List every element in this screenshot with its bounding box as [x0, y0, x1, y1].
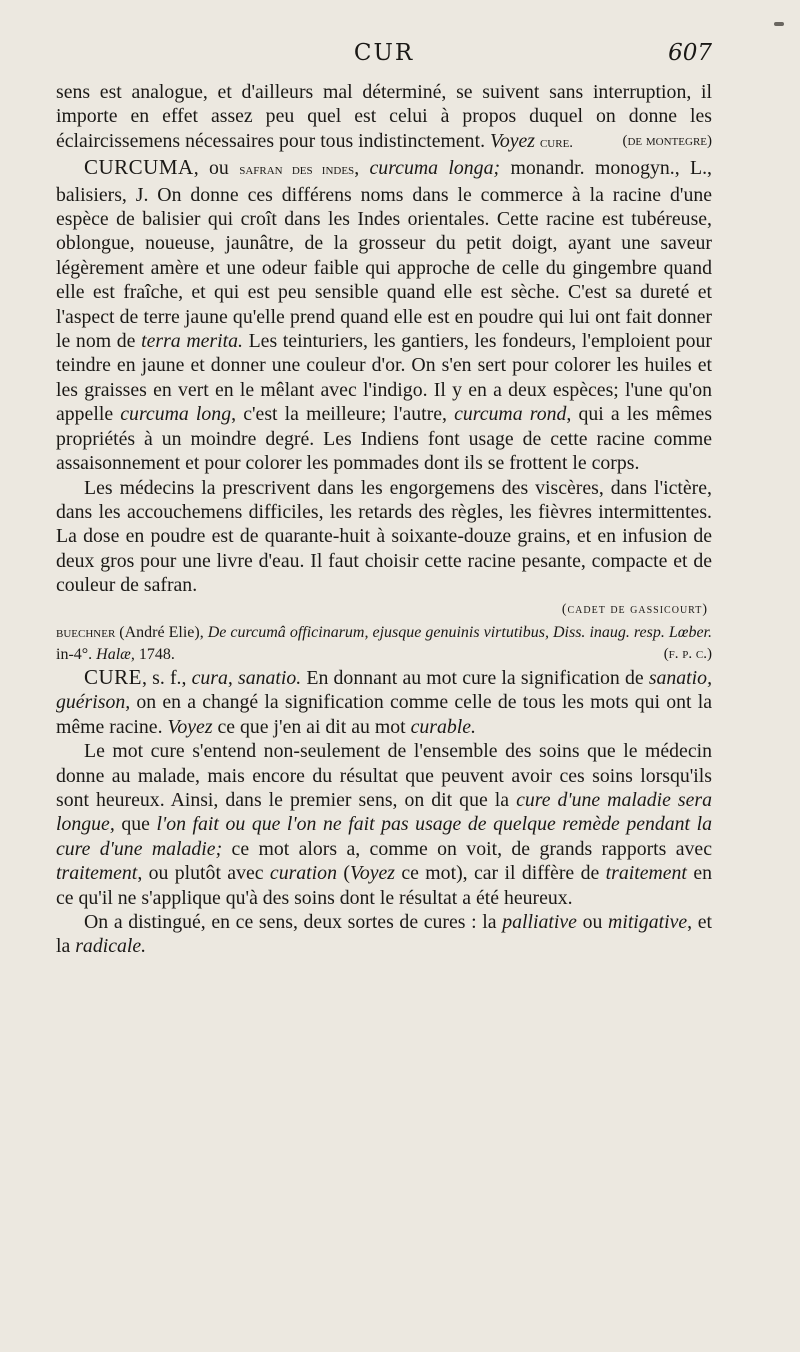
paragraph-text: en ce qu'il ne s'applique qu'à des soins dont le résultat a été heureux.	[56, 862, 712, 909]
cross-reference: cure.	[539, 134, 574, 151]
paragraph-text: ce mot), car il diffère de	[401, 862, 600, 885]
biblio-text: in-4°.	[56, 645, 93, 663]
entry-text: monandr. monogyn., L., balisiers, J. On donne ces différens noms dans le commerce à la racine d'une espèce de balisier qui croît dans les Indes orientales. Cette racine est tubéreuse, oblongue, noueuse, jaunâtre, de la grosseur du petit doigt, ayant une saveur légèrement amère et une odeur faible qui approche de celle du gingembre quand elle est fraîche, et qui est peu sensible quand elle est sèche. C'est sa dureté et l'aspect de terre jaune qu'elle prend quand elle est en poudre qui lui ont fait donner le nom de	[56, 157, 712, 353]
entry-cure	[56, 665, 712, 739]
italic-term: palliative	[502, 911, 577, 933]
author-signature: (cadet de gassicourt)	[561, 601, 708, 617]
bibliography-entry	[56, 622, 712, 665]
paragraph-text: (	[343, 862, 350, 885]
entry-text: , c'est la meilleure; l'autre,	[231, 403, 447, 426]
paragraph-text: sens est analogue, et d'ailleurs mal déterminé, se suivent sans interruption, il importe en effet assez peu quel est celui à propos duquel on donne les éclaircissemens nécessaires pour tous indistinctement.	[56, 81, 712, 152]
italic-term: mitigative	[608, 911, 688, 933]
entry-text: En donnant au mot cure la signification de	[306, 666, 644, 689]
italic-term: cure d'une maladie sera longue,	[56, 788, 712, 836]
paragraph-text: , ou plutôt avec	[137, 862, 264, 885]
paragraph-continuation	[56, 80, 712, 155]
italic-term: l'on fait ou que l'on ne fait pas usage de quelque remède pendant la cure d'une maladie;	[56, 813, 712, 860]
italic-term: curcuma long	[120, 403, 232, 426]
voyez-ref: Voyez	[349, 862, 395, 885]
biblio-author: buechner	[56, 624, 116, 641]
entry-text: ,	[354, 157, 360, 180]
page-edge-mark	[774, 22, 784, 26]
paragraph-text: On a distingué, en ce sens, deux sortes de cures : la	[84, 911, 497, 933]
biblio-title: De curcumâ officinarum, ejusque genuinis virtutibus, Diss. inaug. resp. Lœber.	[207, 623, 712, 641]
author-signature: (de montegre)	[622, 132, 712, 149]
entry-text: ce que j'en ai dit au mot	[217, 715, 406, 738]
running-head: CUR	[353, 40, 415, 66]
paragraph-text: que	[121, 813, 150, 836]
paragraph-text: , et la	[56, 911, 713, 958]
entry-curcuma	[56, 155, 712, 475]
page-header	[56, 0, 712, 66]
italic-term: curcuma rond	[454, 403, 567, 426]
biblio-year: 1748.	[138, 645, 175, 663]
entry-text: on en a changé la signification comme celle de tous les mots qui ont la même racine.	[56, 691, 712, 738]
biblio-place: Halæ,	[96, 645, 135, 663]
italic-term: sanatio, guérison,	[56, 666, 713, 714]
headword: CURE	[84, 664, 143, 689]
entry-text: , qui a les mêmes propriétés à un moindre degré. Les Indiens font usage de cette racine comme assaisonnement et pour colorer les pommades dont ils se frottent le corps.	[56, 403, 713, 475]
italic-term: traitement	[605, 862, 687, 885]
paragraph-text: Les médecins la prescrivent dans les engorgemens des viscères, dans l'ictère, dans les accouchemens difficiles, les retards des règles, les fièvres intermittentes. La dose en poudre est de quarante-huit à soixante-douze grains, et en infusion de deux gros pour une livre d'eau. Il faut choisir cette racine pesante, compacte et de couleur de safran.	[56, 476, 712, 597]
headword: CURCUMA	[84, 155, 194, 180]
entry-text: , s. f.,	[142, 666, 187, 689]
italic-term: radicale.	[75, 935, 147, 958]
author-signature: (f. p. c.)	[663, 645, 712, 662]
latin-name: curcuma longa;	[369, 157, 501, 180]
synonym: safran des indes	[239, 162, 355, 179]
italic-term: terra merita.	[141, 330, 243, 353]
latin-name: cura, sanatio.	[191, 666, 302, 689]
paragraph-text: ce mot alors a, comme on voit, de grands rapports avec	[231, 837, 712, 860]
voyez-ref: Voyez	[489, 129, 536, 152]
italic-term: curation	[269, 862, 337, 885]
paragraph-text: Le mot cure s'entend non-seulement de l'ensemble des soins que le médecin donne au malade, mais encore du résultat que peuvent avoir ces soins lorsqu'ils sont heureux. Ainsi, dans le premier sens, on dit que la	[56, 740, 712, 811]
biblio-text: (André Elie),	[119, 623, 204, 641]
paragraph-cure-types	[56, 910, 712, 959]
paragraph-text: ou	[582, 911, 603, 933]
voyez-ref: Voyez	[167, 715, 213, 738]
entry-text: Les teinturiers, les gantiers, les fondeurs, l'emploient pour teindre en jaune et donner une couleur d'or. On s'en sert pour colorer les huiles et les graisses en vert en le mêlant avec l'indigo. Il y en a deux espèces; l'une qu'on appelle	[56, 330, 712, 426]
italic-term: traitement	[56, 862, 138, 885]
italic-term: curable.	[410, 715, 476, 738]
paragraph-medical-use	[56, 476, 712, 598]
page-text	[56, 80, 712, 959]
paragraph-cure-meaning	[56, 739, 712, 910]
page-number: 607	[668, 40, 712, 66]
entry-text: , ou	[193, 157, 229, 180]
